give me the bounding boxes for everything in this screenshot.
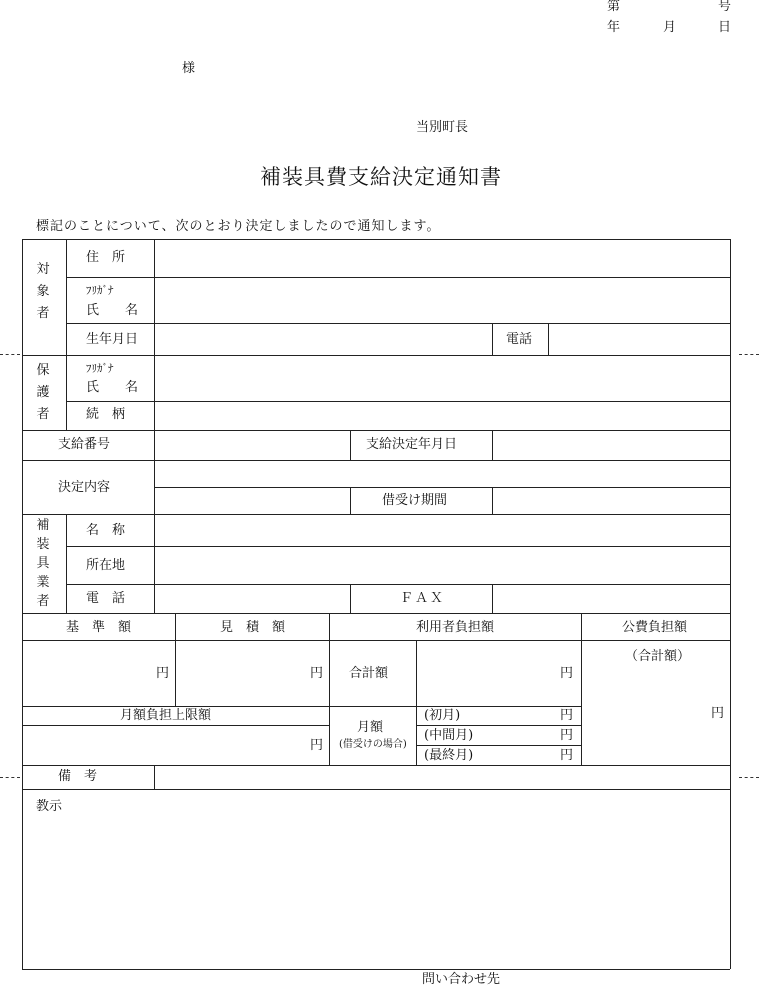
contact-label: 問い合わせ先	[422, 972, 501, 987]
addressee-suffix: 様	[182, 61, 196, 76]
subject-phone-label: 電話	[506, 332, 533, 347]
guardian-relation-field[interactable]	[155, 402, 729, 429]
vendor-name-label: 名 称	[86, 523, 126, 538]
cut-line-left-bottom	[0, 777, 20, 778]
middle-month-yen: 円	[560, 728, 574, 743]
date-month: 月	[663, 20, 677, 35]
user-burden-label: 利用者負担額	[416, 620, 495, 635]
monthly-cap-field[interactable]	[23, 726, 328, 764]
lease-period-field[interactable]	[493, 488, 729, 513]
subject-address-field[interactable]	[155, 240, 729, 276]
vendor-phone-field[interactable]	[155, 585, 349, 612]
user-total-label: 合計額	[349, 666, 389, 681]
guardian-name-field[interactable]	[155, 356, 729, 400]
user-total-field[interactable]	[417, 641, 580, 705]
vendor-section-label: 補装具業者	[36, 518, 50, 609]
estimate-amount-label: 見 積 額	[220, 620, 286, 635]
document-title: 補装具費支給決定通知書	[260, 165, 502, 189]
last-month-yen: 円	[560, 748, 574, 763]
vendor-phone-label: 電 話	[86, 591, 126, 606]
decision-date-label: 支給決定年月日	[366, 437, 458, 452]
decision-date-field[interactable]	[493, 431, 729, 459]
monthly-label: 月額	[357, 720, 384, 735]
public-total-yen: 円	[711, 706, 725, 721]
estimate-amount-yen: 円	[310, 666, 324, 681]
last-month-label: (最終月)	[424, 748, 474, 763]
public-total-field[interactable]	[582, 641, 729, 764]
guardian-furigana-label: ﾌﾘｶﾞﾅ	[86, 362, 114, 375]
subject-phone-field[interactable]	[549, 324, 729, 354]
first-month-label: (初月)	[424, 708, 461, 723]
subject-address-label: 住 所	[86, 250, 126, 265]
payment-number-field[interactable]	[155, 431, 349, 459]
subject-name-label: 氏 名	[86, 303, 139, 318]
monthly-cap-label: 月額負担上限額	[120, 708, 212, 723]
public-burden-label: 公費負担額	[622, 620, 688, 635]
monthly-cap-yen: 円	[310, 738, 324, 753]
standard-amount-label: 基 準 額	[66, 620, 132, 635]
subject-name-field[interactable]	[155, 278, 729, 322]
date-day: 日	[718, 20, 732, 35]
remarks-field[interactable]	[155, 766, 729, 788]
user-total-yen: 円	[560, 666, 574, 681]
standard-amount-yen: 円	[156, 666, 170, 681]
remarks-label: 備 考	[58, 769, 98, 784]
subject-furigana-label: ﾌﾘｶﾞﾅ	[86, 284, 114, 297]
subject-section-label: 対象者	[36, 262, 50, 321]
guardian-relation-label: 続 柄	[86, 407, 126, 422]
lease-period-label: 借受け期間	[382, 493, 448, 508]
vendor-location-field[interactable]	[155, 547, 729, 583]
first-month-yen: 円	[560, 708, 574, 723]
decision-content-field[interactable]	[155, 461, 729, 486]
cut-line-right-top	[739, 354, 759, 355]
document-number-prefix: 第	[607, 0, 621, 14]
decision-content-label: 決定内容	[58, 480, 111, 495]
standard-amount-field[interactable]	[23, 641, 174, 705]
cut-line-left-top	[0, 354, 20, 355]
monthly-note: (借受けの場合)	[339, 739, 407, 750]
intro-text: 標記のことについて、次のとおり決定しましたので通知します。	[36, 219, 441, 234]
issuer: 当別町長	[416, 120, 469, 135]
public-total-label: （合計額）	[625, 649, 691, 664]
middle-month-label: (中間月)	[424, 728, 474, 743]
vendor-location-label: 所在地	[86, 558, 126, 573]
instruction-label: 教示	[36, 799, 63, 814]
payment-number-label: 支給番号	[58, 437, 111, 452]
subject-birthdate-label: 生年月日	[86, 332, 139, 347]
document-number-suffix: 号	[718, 0, 732, 14]
vendor-fax-field[interactable]	[493, 585, 729, 612]
guardian-section-label: 保護者	[36, 363, 50, 422]
vendor-name-field[interactable]	[155, 515, 729, 545]
vendor-fax-label: ＦＡＸ	[400, 591, 446, 606]
estimate-amount-field[interactable]	[176, 641, 328, 705]
subject-birthdate-field[interactable]	[155, 324, 491, 354]
cut-line-right-bottom	[739, 777, 759, 778]
guardian-name-label: 氏 名	[86, 380, 139, 395]
date-year: 年	[607, 20, 621, 35]
